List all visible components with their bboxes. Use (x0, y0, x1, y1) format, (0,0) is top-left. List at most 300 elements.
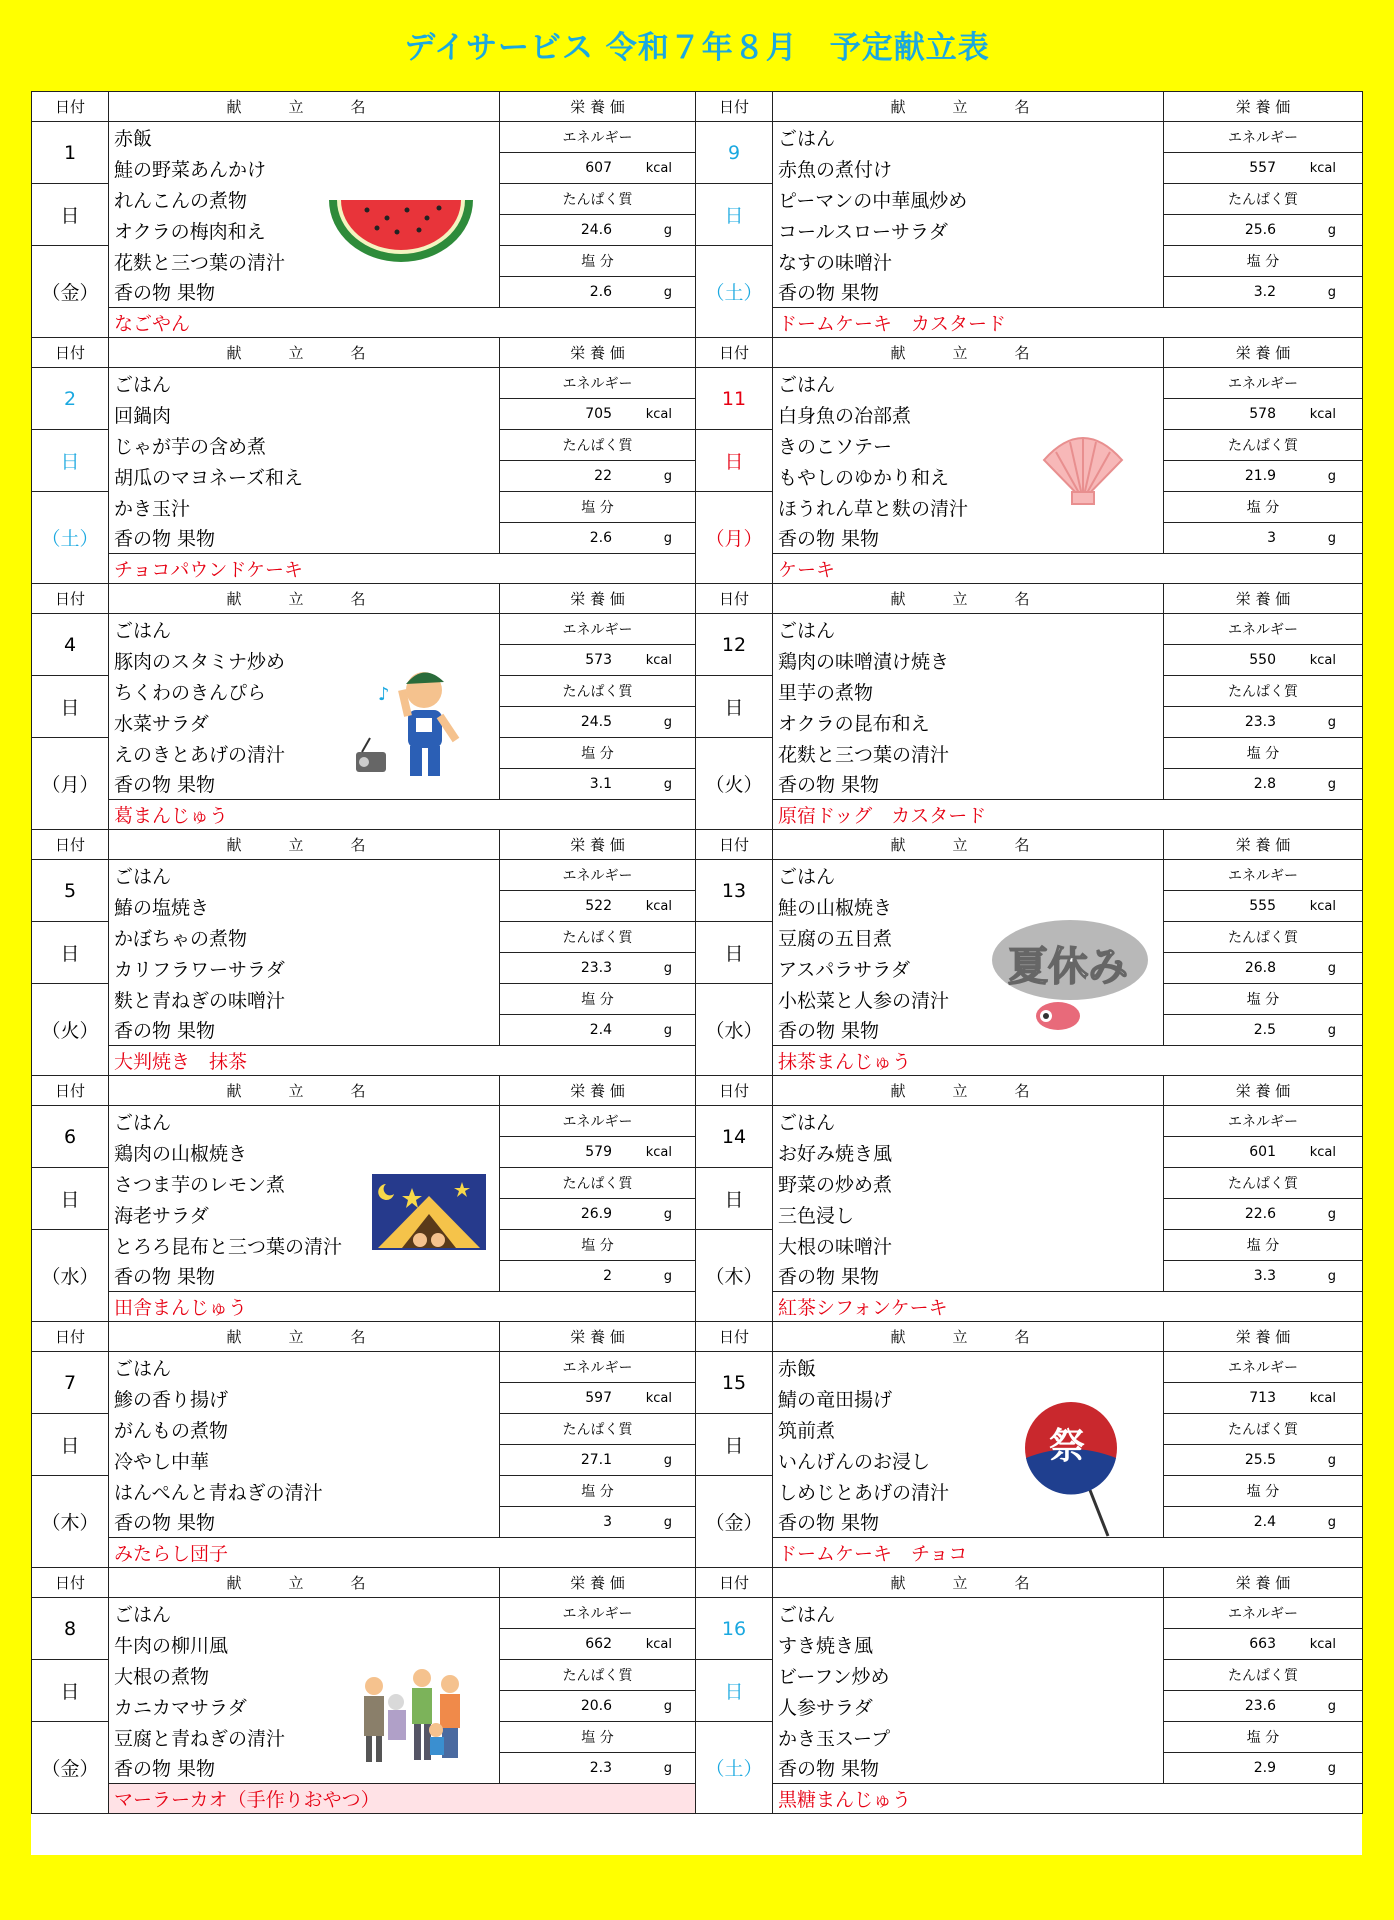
day-number: 8 (32, 1598, 109, 1660)
dish-item: コールスローサラダ (773, 215, 1164, 246)
header-date: 日付 (696, 338, 773, 368)
energy-number: 550 (1249, 652, 1276, 668)
energy-label: エネルギー (1164, 1598, 1363, 1629)
dish-item: すき焼き風 (773, 1629, 1164, 1660)
header-nutrition: 栄 養 価 (500, 830, 696, 860)
dish-item: ごはん (773, 614, 1164, 645)
protein-label: たんぱく質 (500, 1168, 696, 1199)
protein-unit: g (663, 1207, 672, 1222)
protein-value (1164, 215, 1363, 246)
day-char: 日 (696, 922, 773, 984)
energy-label: エネルギー (1164, 122, 1363, 153)
dessert-item: 葛まんじゅう (109, 800, 696, 830)
header-nutrition: 栄 養 価 (1164, 1568, 1363, 1598)
protein-unit: g (1327, 1453, 1336, 1468)
energy-unit: kcal (1309, 161, 1336, 176)
header-menu: 献 立 名 (109, 1322, 500, 1352)
protein-label: たんぱく質 (500, 922, 696, 953)
salt-unit: g (1327, 1761, 1336, 1776)
dessert-item: 紅茶シフォンケーキ (773, 1292, 1363, 1322)
header-row (32, 92, 1363, 122)
dish-item: 麩と青ねぎの味噌汁 (109, 984, 500, 1015)
energy-unit: kcal (645, 899, 672, 914)
day-char: 日 (32, 676, 109, 738)
protein-unit: g (663, 1699, 672, 1714)
dish-row (32, 738, 1363, 769)
energy-value (1164, 1629, 1363, 1660)
dish-item: かき玉スープ (773, 1722, 1164, 1753)
dessert-item: 大判焼き 抹茶 (109, 1046, 696, 1076)
salt-number: 2.4 (589, 1022, 612, 1038)
salt-value (500, 523, 696, 554)
protein-unit: g (663, 715, 672, 730)
dish-item: ごはん (109, 614, 500, 645)
header-date: 日付 (696, 1076, 773, 1106)
dish-item: 香の物 果物 (109, 277, 500, 308)
protein-number: 23.6 (1244, 1698, 1276, 1714)
salt-label: 塩 分 (1164, 492, 1363, 523)
header-date: 日付 (696, 92, 773, 122)
day-char: 日 (696, 184, 773, 246)
header-menu: 献 立 名 (773, 1568, 1164, 1598)
header-menu: 献 立 名 (109, 584, 500, 614)
header-date: 日付 (696, 830, 773, 860)
salt-label: 塩 分 (1164, 984, 1363, 1015)
salt-unit: g (663, 531, 672, 546)
protein-unit: g (1327, 223, 1336, 238)
weekday: （火） (32, 984, 109, 1076)
dish-item: 鮭の山椒焼き (773, 891, 1164, 922)
festival-text: 祭 (1049, 1425, 1086, 1467)
dessert-item: 原宿ドッグ カスタード (773, 800, 1363, 830)
energy-value (1164, 1383, 1363, 1414)
protein-number: 20.6 (580, 1698, 612, 1714)
day-char: 日 (696, 1660, 773, 1722)
header-date: 日付 (32, 1076, 109, 1106)
header-date: 日付 (32, 338, 109, 368)
dish-item: 里芋の煮物 (773, 676, 1164, 707)
energy-value (1164, 891, 1363, 922)
dish-item: 花麩と三つ葉の清汁 (109, 246, 500, 277)
protein-label: たんぱく質 (500, 1414, 696, 1445)
dish-row (32, 676, 1363, 707)
dish-row (32, 860, 1363, 891)
dish-item: はんぺんと青ねぎの清汁 (109, 1476, 500, 1507)
exercise-person-icon (352, 660, 472, 780)
energy-number: 601 (1249, 1144, 1276, 1160)
dish-item: 香の物 果物 (773, 1015, 1164, 1046)
energy-number: 579 (585, 1144, 612, 1160)
energy-label: エネルギー (500, 860, 696, 891)
dish-item: 筑前煮 (773, 1414, 1164, 1445)
day-number: 5 (32, 860, 109, 922)
dessert-item: チョコパウンドケーキ (109, 554, 696, 584)
protein-number: 25.5 (1244, 1452, 1276, 1468)
day-number: 12 (696, 614, 773, 676)
header-menu: 献 立 名 (773, 338, 1164, 368)
protein-value (500, 1691, 696, 1722)
salt-value (1164, 1015, 1363, 1046)
salt-label: 塩 分 (500, 984, 696, 1015)
energy-value (500, 399, 696, 430)
salt-value (500, 1261, 696, 1292)
weekday: （金） (32, 1722, 109, 1814)
dish-item: 海老サラダ (109, 1199, 500, 1230)
dish-item: カニカマサラダ (109, 1691, 500, 1722)
header-date: 日付 (32, 92, 109, 122)
energy-value (500, 153, 696, 184)
page-title: デイサービス 令和７年８月 予定献立表 (404, 30, 990, 66)
salt-value (500, 769, 696, 800)
salt-value (1164, 1507, 1363, 1538)
protein-number: 26.8 (1244, 960, 1276, 976)
dish-item: 香の物 果物 (109, 1015, 500, 1046)
energy-value (500, 1629, 696, 1660)
energy-label: エネルギー (500, 368, 696, 399)
dish-item: お好み焼き風 (773, 1137, 1164, 1168)
header-nutrition: 栄 養 価 (1164, 92, 1363, 122)
energy-unit: kcal (1309, 653, 1336, 668)
energy-value (500, 645, 696, 676)
salt-number: 3.3 (1253, 1268, 1276, 1284)
dish-item: ごはん (773, 122, 1164, 153)
salt-label: 塩 分 (500, 492, 696, 523)
day-char: 日 (696, 430, 773, 492)
dessert-item: ドームケーキ カスタード (773, 308, 1363, 338)
salt-value (500, 277, 696, 308)
header-row (32, 338, 1363, 368)
energy-label: エネルギー (500, 1598, 696, 1629)
protein-unit: g (663, 961, 672, 976)
energy-number: 578 (1249, 406, 1276, 422)
protein-value (500, 215, 696, 246)
salt-value (1164, 769, 1363, 800)
salt-label: 塩 分 (500, 1230, 696, 1261)
salt-value (1164, 523, 1363, 554)
weekday: （木） (696, 1230, 773, 1322)
protein-number: 22 (594, 468, 612, 484)
protein-value (1164, 707, 1363, 738)
protein-label: たんぱく質 (500, 676, 696, 707)
protein-number: 22.6 (1244, 1206, 1276, 1222)
dish-row (32, 246, 1363, 277)
svg-text:♪: ♪ (378, 684, 390, 705)
dish-row (32, 1598, 1363, 1629)
dish-item: がんもの煮物 (109, 1414, 500, 1445)
protein-label: たんぱく質 (1164, 922, 1363, 953)
salt-number: 2.6 (589, 530, 612, 546)
protein-unit: g (663, 469, 672, 484)
energy-label: エネルギー (1164, 1106, 1363, 1137)
dessert-item: 田舎まんじゅう (109, 1292, 696, 1322)
salt-label: 塩 分 (1164, 1230, 1363, 1261)
dish-item: 豆腐と青ねぎの清汁 (109, 1722, 500, 1753)
energy-number: 555 (1249, 898, 1276, 914)
dish-item: 野菜の炒め煮 (773, 1168, 1164, 1199)
salt-number: 2.5 (1253, 1022, 1276, 1038)
dish-item: 豆腐の五目煮 (773, 922, 1164, 953)
day-char: 日 (32, 1660, 109, 1722)
header-nutrition: 栄 養 価 (1164, 584, 1363, 614)
protein-value (500, 707, 696, 738)
dish-item: アスパラサラダ (773, 953, 1164, 984)
header-menu: 献 立 名 (773, 830, 1164, 860)
header-menu: 献 立 名 (773, 1076, 1164, 1106)
header-date: 日付 (32, 584, 109, 614)
header-nutrition: 栄 養 価 (500, 338, 696, 368)
dish-item: 鮭の野菜あんかけ (109, 153, 500, 184)
header-date: 日付 (32, 830, 109, 860)
protein-number: 25.6 (1244, 222, 1276, 238)
dish-item: 豚肉のスタミナ炒め (109, 645, 500, 676)
weekday: （火） (696, 738, 773, 830)
salt-label: 塩 分 (1164, 738, 1363, 769)
energy-number: 705 (585, 406, 612, 422)
energy-label: エネルギー (500, 1106, 696, 1137)
dish-row (32, 368, 1363, 399)
dish-item: 香の物 果物 (109, 1261, 500, 1292)
dish-item: 香の物 果物 (773, 523, 1164, 554)
dish-row (32, 1168, 1363, 1199)
dessert-item: ドームケーキ チョコ (773, 1538, 1363, 1568)
dish-item: もやしのゆかり和え (773, 461, 1164, 492)
salt-unit: g (1327, 777, 1336, 792)
header-date: 日付 (696, 584, 773, 614)
protein-label: たんぱく質 (500, 1660, 696, 1691)
salt-label: 塩 分 (500, 1722, 696, 1753)
salt-unit: g (1327, 531, 1336, 546)
protein-value (1164, 1691, 1363, 1722)
salt-value (1164, 1261, 1363, 1292)
header-nutrition: 栄 養 価 (1164, 338, 1363, 368)
salt-unit: g (663, 285, 672, 300)
dish-item: ごはん (773, 1106, 1164, 1137)
dish-row (32, 1660, 1363, 1691)
day-char: 日 (32, 184, 109, 246)
dish-item: ビーフン炒め (773, 1660, 1164, 1691)
dish-item: 鶏肉の味噌漬け焼き (773, 645, 1164, 676)
dish-item: ほうれん草と麩の清汁 (773, 492, 1164, 523)
dish-item: れんこんの煮物 (109, 184, 500, 215)
header-nutrition: 栄 養 価 (1164, 1322, 1363, 1352)
day-char: 日 (32, 922, 109, 984)
dish-item: 水菜サラダ (109, 707, 500, 738)
day-number: 4 (32, 614, 109, 676)
dessert-item: なごやん (109, 308, 696, 338)
dish-item: 鯵の香り揚げ (109, 1383, 500, 1414)
scallop-shell-icon (1036, 430, 1130, 508)
festival-fan-icon (1016, 1400, 1126, 1540)
energy-number: 662 (585, 1636, 612, 1652)
header-menu: 献 立 名 (109, 1568, 500, 1598)
dish-row (32, 430, 1363, 461)
salt-number: 2 (603, 1268, 612, 1284)
protein-number: 21.9 (1244, 468, 1276, 484)
night-camping-tent-icon (372, 1174, 486, 1250)
dessert-item: 抹茶まんじゅう (773, 1046, 1363, 1076)
protein-value (500, 1445, 696, 1476)
day-char: 日 (32, 430, 109, 492)
energy-number: 597 (585, 1390, 612, 1406)
energy-value (1164, 399, 1363, 430)
dish-item: 白身魚の冶部煮 (773, 399, 1164, 430)
dish-item: 回鍋肉 (109, 399, 500, 430)
dish-row (32, 1230, 1363, 1261)
energy-unit: kcal (1309, 407, 1336, 422)
menu-table (31, 91, 1363, 1814)
dish-item: ごはん (109, 1106, 500, 1137)
day-number: 9 (696, 122, 773, 184)
dish-item: 赤魚の煮付け (773, 153, 1164, 184)
salt-number: 2.8 (1253, 776, 1276, 792)
protein-label: たんぱく質 (500, 430, 696, 461)
salt-value (1164, 277, 1363, 308)
header-date: 日付 (32, 1568, 109, 1598)
dish-item: 人参サラダ (773, 1691, 1164, 1722)
energy-number: 663 (1249, 1636, 1276, 1652)
dish-item: 香の物 果物 (109, 769, 500, 800)
energy-unit: kcal (645, 407, 672, 422)
header-nutrition: 栄 養 価 (1164, 1076, 1363, 1106)
dish-row (32, 122, 1363, 153)
protein-value (1164, 953, 1363, 984)
day-char: 日 (696, 1414, 773, 1476)
protein-label: たんぱく質 (1164, 676, 1363, 707)
protein-unit: g (663, 223, 672, 238)
energy-unit: kcal (1309, 1145, 1336, 1160)
dessert-item: マーラーカオ（手作りおやつ） (109, 1784, 696, 1814)
header-nutrition: 栄 養 価 (500, 1076, 696, 1106)
weekday: （水） (32, 1230, 109, 1322)
header-date: 日付 (32, 1322, 109, 1352)
salt-unit: g (1327, 1515, 1336, 1530)
protein-number: 24.5 (580, 714, 612, 730)
dish-item: えのきとあげの清汁 (109, 738, 500, 769)
salt-label: 塩 分 (1164, 246, 1363, 277)
dish-item: 香の物 果物 (109, 523, 500, 554)
protein-unit: g (1327, 961, 1336, 976)
protein-value (1164, 1445, 1363, 1476)
summer-vacation-icon (990, 904, 1150, 1032)
energy-value (500, 1383, 696, 1414)
dish-item: 鰆の塩焼き (109, 891, 500, 922)
weekday: （土） (696, 246, 773, 338)
energy-number: 522 (585, 898, 612, 914)
salt-label: 塩 分 (1164, 1722, 1363, 1753)
weekday: （水） (696, 984, 773, 1076)
dish-item: 鯖の竜田揚げ (773, 1383, 1164, 1414)
dish-item: きのこソテー (773, 430, 1164, 461)
energy-unit: kcal (1309, 1637, 1336, 1652)
protein-number: 23.3 (1244, 714, 1276, 730)
dish-item: 香の物 果物 (773, 769, 1164, 800)
energy-unit: kcal (645, 1145, 672, 1160)
protein-number: 27.1 (580, 1452, 612, 1468)
salt-number: 3.2 (1253, 284, 1276, 300)
protein-label: たんぱく質 (1164, 1168, 1363, 1199)
protein-unit: g (663, 1453, 672, 1468)
header-row (32, 584, 1363, 614)
protein-value (500, 461, 696, 492)
header-nutrition: 栄 養 価 (500, 1568, 696, 1598)
header-row (32, 1568, 1363, 1598)
energy-unit: kcal (645, 161, 672, 176)
dessert-item: 黒糖まんじゅう (773, 1784, 1363, 1814)
weekday: （金） (32, 246, 109, 338)
salt-number: 3 (1267, 530, 1276, 546)
dish-item: 小松菜と人参の清汁 (773, 984, 1164, 1015)
dish-item: 冷やし中華 (109, 1445, 500, 1476)
salt-number: 2.4 (1253, 1514, 1276, 1530)
protein-label: たんぱく質 (1164, 1414, 1363, 1445)
dish-item: ごはん (109, 1598, 500, 1629)
energy-number: 573 (585, 652, 612, 668)
dish-item: ピーマンの中華風炒め (773, 184, 1164, 215)
dish-item: 鶏肉の山椒焼き (109, 1137, 500, 1168)
weekday: （金） (696, 1476, 773, 1568)
salt-label: 塩 分 (500, 738, 696, 769)
day-number: 6 (32, 1106, 109, 1168)
weekday: （土） (696, 1722, 773, 1814)
salt-label: 塩 分 (500, 1476, 696, 1507)
salt-value (500, 1507, 696, 1538)
dish-item: ごはん (773, 368, 1164, 399)
protein-value (500, 1199, 696, 1230)
salt-unit: g (663, 1023, 672, 1038)
header-menu: 献 立 名 (773, 92, 1164, 122)
day-char: 日 (32, 1168, 109, 1230)
energy-unit: kcal (645, 1391, 672, 1406)
dish-item: カリフラワーサラダ (109, 953, 500, 984)
day-number: 2 (32, 368, 109, 430)
energy-label: エネルギー (1164, 860, 1363, 891)
salt-value (1164, 1753, 1363, 1784)
header-menu: 献 立 名 (109, 92, 500, 122)
salt-number: 2.3 (589, 1760, 612, 1776)
header-menu: 献 立 名 (773, 584, 1164, 614)
dish-row (32, 1352, 1363, 1383)
salt-unit: g (663, 777, 672, 792)
protein-unit: g (1327, 1207, 1336, 1222)
day-char: 日 (696, 1168, 773, 1230)
dish-item: じゃが芋の含め煮 (109, 430, 500, 461)
dish-item: いんげんのお浸し (773, 1445, 1164, 1476)
dish-item: ごはん (773, 860, 1164, 891)
dish-item: 三色浸し (773, 1199, 1164, 1230)
salt-number: 2.6 (589, 284, 612, 300)
dish-row (32, 1476, 1363, 1507)
dish-row (32, 1106, 1363, 1137)
salt-value (500, 1015, 696, 1046)
protein-unit: g (1327, 1699, 1336, 1714)
protein-label: たんぱく質 (500, 184, 696, 215)
dish-row (32, 1722, 1363, 1753)
summer-vacation-text: 夏休み (1008, 944, 1128, 990)
header-nutrition: 栄 養 価 (500, 584, 696, 614)
energy-value (1164, 153, 1363, 184)
header-row (32, 1322, 1363, 1352)
salt-number: 2.9 (1253, 1760, 1276, 1776)
energy-value (1164, 1137, 1363, 1168)
energy-label: エネルギー (500, 614, 696, 645)
dish-item: 香の物 果物 (109, 1507, 500, 1538)
dish-item: とろろ昆布と三つ葉の清汁 (109, 1230, 500, 1261)
protein-unit: g (1327, 469, 1336, 484)
salt-unit: g (663, 1761, 672, 1776)
dish-row (32, 184, 1363, 215)
salt-unit: g (1327, 285, 1336, 300)
dish-item: さつま芋のレモン煮 (109, 1168, 500, 1199)
